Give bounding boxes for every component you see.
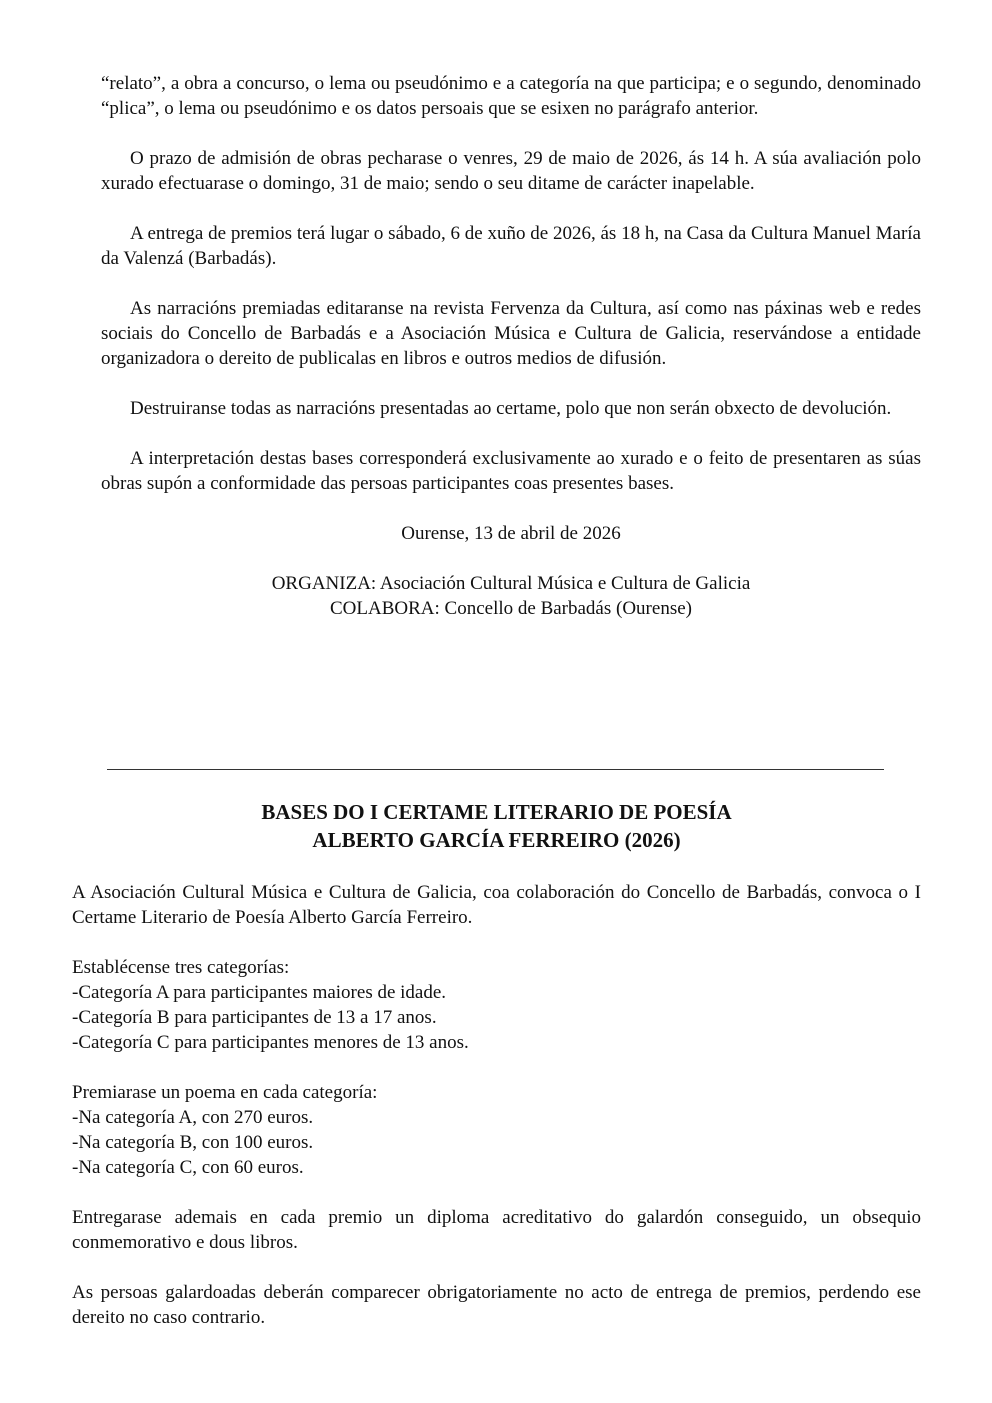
narrative-contest-rules-continued bbox=[101, 71, 921, 621]
categories-block bbox=[72, 955, 921, 1055]
category-item: -Categoría C para participantes menores de 13 anos. bbox=[72, 1032, 469, 1053]
category-item: -Categoría A para participantes maiores de idade. bbox=[72, 982, 447, 1003]
paragraph-envelopes: “relato”, a obra a concurso, o lema ou pseudónimo e a categoría na que participa; e o segundo, denominado “plica”, o lema ou pseudónimo e os datos persoais que se esixen no parágrafo anterior. bbox=[101, 73, 921, 119]
organizer-line: ORGANIZA: Asociación Cultural Música e Cultura de Galicia bbox=[271, 573, 751, 594]
prizes-block bbox=[72, 1080, 921, 1180]
paragraph-publication: As narracións premiadas editaranse na revista Fervenza da Cultura, así como nas páxinas web e redes sociais do Concello de Barbadás e a Asociación Música e Cultura de Galicia, reservándose a entidade organizadora o dereito de publicalas en libros e outros medios de difusión. bbox=[101, 298, 921, 369]
paragraph-attendance: As persoas galardoadas deberán comparecer obrigatoriamente no acto de entrega de premios, perdendo ese dereito no caso contrario. bbox=[72, 1282, 921, 1328]
place-date: Ourense, 13 de abril de 2026 bbox=[401, 523, 621, 544]
prize-item: -Na categoría B, con 100 euros. bbox=[72, 1132, 314, 1153]
paragraph-interpretation: A interpretación destas bases corresponderá exclusivamente ao xurado e o feito de presentaren as súas obras supón a conformidade das persoas participantes coas presentes bases. bbox=[101, 448, 921, 494]
category-item: -Categoría B para participantes de 13 a 17 anos. bbox=[72, 1007, 437, 1028]
title-line-1: BASES DO I CERTAME LITERARIO DE POESÍA bbox=[261, 800, 732, 824]
poetry-contest-title bbox=[72, 798, 921, 854]
collaborator-line: COLABORA: Concello de Barbadás (Ourense) bbox=[330, 598, 692, 619]
paragraph-intro: A Asociación Cultural Música e Cultura de Galicia, coa colaboración do Concello de Barbadás, convoca o I Certame Literario de Poesía Alberto García Ferreiro. bbox=[72, 882, 921, 928]
paragraph-extras: Entregarase ademais en cada premio un diploma acreditativo do galardón conseguido, un obsequio conmemorativo e dous libros. bbox=[72, 1207, 921, 1253]
paragraph-destruction: Destruiranse todas as narracións presentadas ao certame, polo que non serán obxecto de devolución. bbox=[130, 398, 892, 419]
title-line-2: ALBERTO GARCÍA FERREIRO (2026) bbox=[312, 828, 681, 852]
categories-heading: Establécense tres categorías: bbox=[72, 957, 290, 978]
prize-item: -Na categoría A, con 270 euros. bbox=[72, 1107, 314, 1128]
paragraph-deadline: O prazo de admisión de obras pecharase o venres, 29 de maio de 2026, ás 14 h. A súa avaliación polo xurado efectuarase o domingo, 31 de maio; sendo o seu ditame de carácter inapelable. bbox=[101, 148, 921, 194]
poetry-contest-rules bbox=[72, 880, 921, 1355]
paragraph-award-ceremony: A entrega de premios terá lugar o sábado, 6 de xuño de 2026, ás 18 h, na Casa da Cultura Manuel María da Valenzá (Barbadás). bbox=[101, 223, 921, 269]
section-divider bbox=[107, 769, 884, 770]
prize-item: -Na categoría C, con 60 euros. bbox=[72, 1157, 304, 1178]
prizes-heading: Premiarase un poema en cada categoría: bbox=[72, 1082, 378, 1103]
